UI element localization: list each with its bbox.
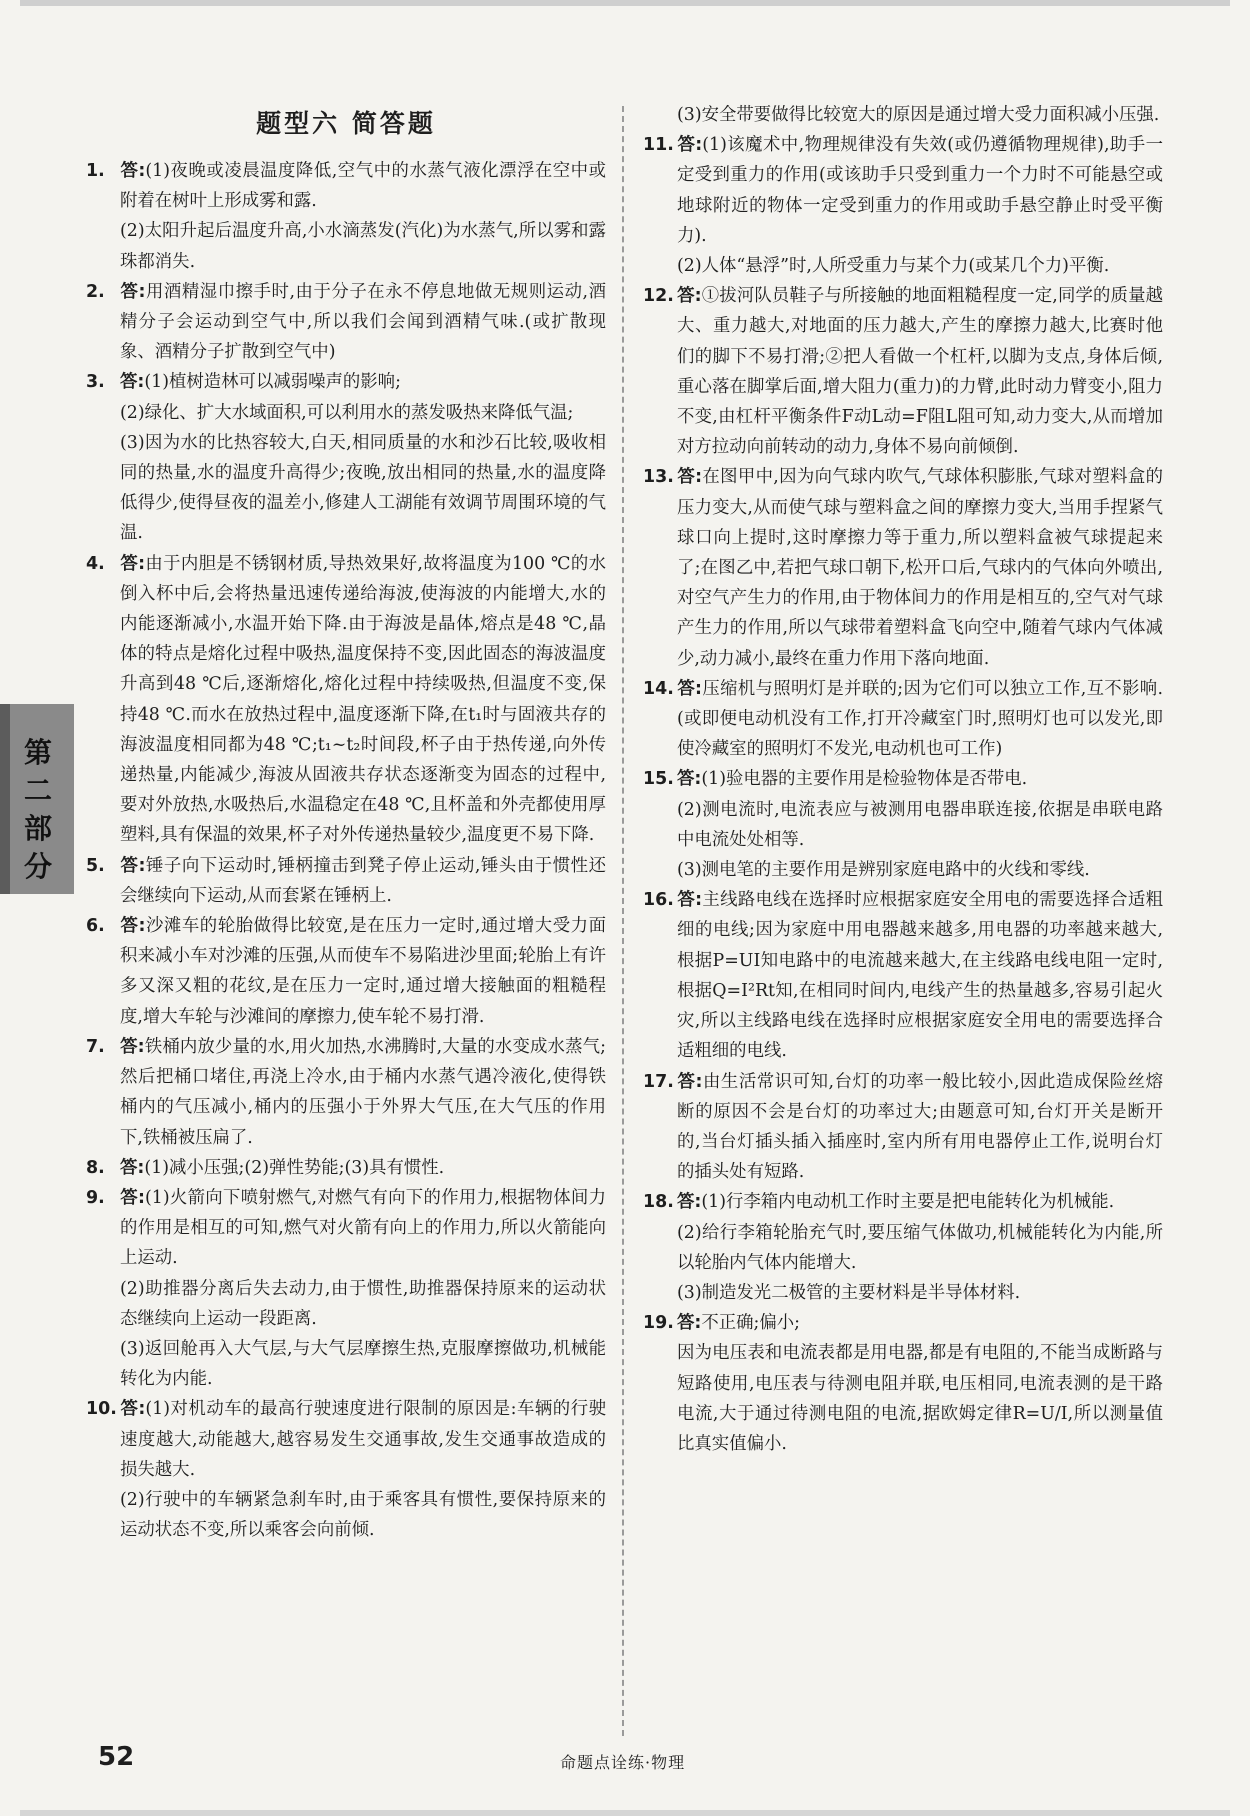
answer-label: 答: xyxy=(677,1071,703,1092)
answer-text: (3)制造发光二极管的主要材料是半导体材料. xyxy=(677,1282,1021,1303)
answer-text: 不正确;偏小; xyxy=(701,1313,801,1334)
answer-label: 答: xyxy=(120,1157,145,1178)
answer-first-line xyxy=(86,1394,606,1485)
answer-item xyxy=(643,1308,1163,1459)
answer-item xyxy=(643,764,1163,885)
question-number: 18. xyxy=(643,1192,674,1213)
page-number: 52 xyxy=(98,1742,135,1772)
continued-answer-text: (3)安全带要做得比较宽大的原因是通过增大受力面积减小压强. xyxy=(677,105,1160,125)
question-number: 16. xyxy=(643,890,674,911)
answer-text: (3)测电笔的主要作用是辨别家庭电路中的火线和零线. xyxy=(677,860,1090,881)
answer-text: ①拔河队员鞋子与所接触的地面粗糙程度一定,同学的质量越大、重力越大,对地面的压力越大,产生的摩擦力越大,比赛时他们的脚下不易打滑;②把人看做一个杠杆,以脚为支点,身体后倾,重心落在脚掌后面,增大阻力(重力)的力臂,此时动力臂变小,阻力不变,由杠杆平衡条件F动L动=F阻L阻可知,动力变大,从而增加对方拉动向前转动的动力,身体不易向前倾倒. xyxy=(677,286,1163,458)
answer-label: 答: xyxy=(120,372,145,393)
answer-first-line xyxy=(643,130,1163,251)
answer-first-line xyxy=(643,281,1163,462)
answer-text: 主线路电线在选择时应根据家庭安全用电的需要选择合适粗细的电线;因为家庭中用电器越来越多,用电器的功率越来越大,根据P=UI知电路中的电流越来越大,在主线路电线电阻一定时,根据Q=I²Rt知,在相同时间内,电线产生的热量越多,容易引起火灾,所以主线路电线在选择时应根据家庭安全用电的需要选择合适粗细的电线. xyxy=(677,890,1163,1062)
answer-label: 答: xyxy=(120,161,146,181)
answer-text: (1)减小压强;(2)弹性势能;(3)具有惯性. xyxy=(144,1157,445,1178)
answer-text: (2)助推器分离后失去动力,由于惯性,助推器保持原来的运动状态继续向上运动一段距离. xyxy=(120,1278,606,1329)
answer-item xyxy=(86,1153,606,1183)
answer-first-line xyxy=(86,911,606,1032)
question-number: 15. xyxy=(643,769,674,790)
left-answer-list xyxy=(86,156,606,1545)
answer-text: 由于内胆是不锈钢材质,导热效果好,故将温度为100 ℃的水倒入杯中后,会将热量迅速传递给海波,使海波的内能增大,水的内能逐渐减小,水温开始下降.由于海波是晶体,熔点是48 ℃,晶体的特点是熔化过程中吸热,温度保持不变,因此固态的海波温度升高到48 ℃后,逐渐熔化,熔化过程中持续吸热,但温度不变,保持48 ℃.而水在放热过程中,温度逐渐下降,在t₁时与固液共存的海波温度相同都为48 ℃;t₁~t₂时间段,杯子由于热传递,向外传递热量,内能减少,海波从固液共存状态逐渐变为固态的过程中,要对外放热,水吸热后,水温稳定在48 ℃,且杯盖和外壳都使用厚塑料,具有保温的效果,杯子对外传递热量较少,温度更不易下降. xyxy=(120,553,606,846)
answer-first-line xyxy=(643,674,1163,765)
answer-text: (2)人体“悬浮”时,人所受重力与某个力(或某几个力)平衡. xyxy=(677,256,1110,277)
answer-first-line xyxy=(643,885,1163,1066)
answer-label: 答: xyxy=(120,553,146,574)
question-number: 3. xyxy=(86,372,105,393)
side-tab-strip xyxy=(0,704,10,894)
answer-label: 答: xyxy=(677,467,703,488)
side-tab-char: 部 xyxy=(24,812,53,845)
question-number: 13. xyxy=(643,467,674,488)
question-number: 10. xyxy=(86,1399,117,1420)
answer-text: 在图甲中,因为向气球内吹气,气球体积膨胀,气球对塑料盒的压力变大,从而使气球与塑料盒之间的摩擦力变大,当用手捏紧气球口向上提时,这时摩擦力等于重力,所以塑料盒被气球提起来了;在图乙中,若把气球口朝下,松开口后,气球内的气体向外喷出,对空气产生力的作用,由于物体间力的作用是相互的,空气对气球产生力的作用,所以气球带着塑料盒飞向空中,随着气球内气体减少,动力减小,最终在重力作用下落向地面. xyxy=(677,467,1163,669)
answer-text: (2)给行李箱轮胎充气时,要压缩气体做功,机械能转化为内能,所以轮胎内气体内能增大. xyxy=(677,1222,1163,1273)
answer-item xyxy=(86,1394,606,1545)
answer-text: (2)太阳升起后温度升高,小水滴蒸发(汽化)为水蒸气,所以雾和露珠都消失. xyxy=(120,221,606,272)
answer-text: (1)夜晚或凌晨温度降低,空气中的水蒸气液化漂浮在空中或附着在树叶上形成雾和露. xyxy=(120,161,606,212)
answer-text: (2)绿化、扩大水域面积,可以利用水的蒸发吸热来降低气温; xyxy=(120,402,574,423)
answer-label: 答: xyxy=(120,1187,145,1208)
answer-first-line xyxy=(86,277,606,368)
answer-text: (3)返回舱再入大气层,与大气层摩擦生热,克服摩擦做功,机械能转化为内能. xyxy=(120,1338,606,1390)
answer-item xyxy=(643,130,1163,281)
answer-text: (1)植树造林可以减弱噪声的影响; xyxy=(144,372,401,393)
section-title: 题型六 简答题 xyxy=(256,109,436,138)
answer-first-line xyxy=(86,1183,606,1274)
answer-text: (1)行李箱内电动机工作时主要是把电能转化为机械能. xyxy=(701,1192,1115,1213)
answer-item xyxy=(643,281,1163,462)
answer-text: 因为电压表和电流表都是用电器,都是有电阻的,不能当成断路与短路使用,电压表与待测电阻并联,电压相同,电流表测的是干路电流,大于通过待测电阻的电流,据欧姆定律R=U/I,所以测量值比真实值偏小. xyxy=(677,1343,1163,1454)
answer-first-line xyxy=(86,367,606,397)
answer-item xyxy=(86,549,606,851)
answer-item xyxy=(86,851,606,911)
answer-label: 答: xyxy=(677,1192,702,1213)
question-number: 11. xyxy=(643,135,674,156)
answer-first-line xyxy=(643,764,1163,794)
answer-text: 用酒精湿巾擦手时,由于分子在永不停息地做无规则运动,酒精分子会运动到空气中,所以我们会闻到酒精气味.(或扩散现象、酒精分子扩散到空气中) xyxy=(120,281,606,363)
question-number: 8. xyxy=(86,1157,105,1178)
answer-item xyxy=(86,1032,606,1153)
answer-item xyxy=(643,462,1163,673)
side-tab-char: 二 xyxy=(24,774,53,807)
footer-text: 命题点诠练·物理 xyxy=(560,1753,686,1772)
answer-label: 答: xyxy=(677,1313,702,1334)
answer-text: (2)行驶中的车辆紧急刹车时,由于乘客具有惯性,要保持原来的运动状态不变,所以乘客会向前倾. xyxy=(120,1489,606,1541)
question-number: 7. xyxy=(86,1036,105,1057)
answer-text: 由生活常识可知,台灯的功率一般比较小,因此造成保险丝熔断的原因不会是台灯的功率过大;由题意可知,台灯开关是断开的,当台灯插头插入插座时,室内所有用电器停止工作,说明台灯的插头处有短路. xyxy=(677,1071,1163,1183)
answer-label: 答: xyxy=(120,281,146,302)
question-number: 9. xyxy=(86,1187,105,1208)
question-number: 17. xyxy=(643,1071,674,1092)
answer-label: 答: xyxy=(677,769,702,790)
answer-text: 铁桶内放少量的水,用火加热,水沸腾时,大量的水变成水蒸气;然后把桶口堵住,再浇上冷水,由于桶内水蒸气遇冷液化,使得铁桶内的气压减小,桶内的压强小于外界大气压,在大气压的作用下,铁桶被压扁了. xyxy=(120,1036,606,1148)
side-tab-label xyxy=(24,734,52,886)
answer-text: 沙滩车的轮胎做得比较宽,是在压力一定时,通过增大受力面积来减小车对沙滩的压强,从而使车不易陷进沙里面;轮胎上有许多又深又粗的花纹,是在压力一定时,通过增大接触面的粗糙程度,增大车轮与沙滩间的摩擦力,使车轮不易打滑. xyxy=(120,916,606,1027)
side-tab-char: 分 xyxy=(24,850,53,883)
right-column xyxy=(643,100,1163,1459)
answer-text: (2)测电流时,电流表应与被测用电器串联连接,依据是串联电路中电流处处相等. xyxy=(677,799,1163,850)
answer-first-line xyxy=(86,851,606,911)
answer-first-line xyxy=(86,549,606,851)
answer-item xyxy=(643,1187,1163,1308)
answer-label: 答: xyxy=(677,286,702,307)
answer-item xyxy=(86,277,606,368)
answer-label: 答: xyxy=(120,916,146,937)
right-answer-list xyxy=(643,130,1163,1459)
bottom-border xyxy=(20,1810,1230,1816)
answer-first-line xyxy=(86,1153,606,1183)
continued-answer xyxy=(643,100,1163,130)
answer-text: (1)该魔术中,物理规律没有失效(或仍遵循物理规律),助手一定受到重力的作用(或该助手只受到重力一个力时不可能悬空或地球附近的物体一定受到重力的作用或助手悬空静止时受平衡力). xyxy=(677,135,1163,246)
answer-text: 锤子向下运动时,锤柄撞击到凳子停止运动,锤头由于惯性还会继续向下运动,从而套紧在锤柄上. xyxy=(120,855,606,906)
answer-item xyxy=(86,1183,606,1394)
left-column xyxy=(86,100,606,1545)
answer-label: 答: xyxy=(677,678,703,699)
section-side-tab xyxy=(0,704,74,894)
answer-first-line xyxy=(643,1308,1163,1338)
answer-text: 压缩机与照明灯是并联的;因为它们可以独立工作,互不影响.(或即便电动机没有工作,打开冷藏室门时,照明灯也可以发光,即使冷藏室的照明灯不发光,电动机也可工作) xyxy=(677,678,1163,760)
answer-first-line xyxy=(643,462,1163,673)
answer-item xyxy=(86,367,606,548)
top-border xyxy=(20,0,1230,6)
column-divider xyxy=(622,106,624,1736)
answer-item xyxy=(86,156,606,277)
answer-label: 答: xyxy=(120,1399,146,1420)
answer-label: 答: xyxy=(677,890,703,911)
answer-first-line xyxy=(643,1067,1163,1188)
question-number: 5. xyxy=(86,855,105,876)
side-tab-char: 第 xyxy=(24,736,53,769)
answer-text: (1)火箭向下喷射燃气,对燃气有向下的作用力,根据物体间力的作用是相互的可知,燃气对火箭有向上的作用力,所以火箭能向上运动. xyxy=(120,1187,606,1269)
question-number: 14. xyxy=(643,678,674,699)
answer-text: (1)验电器的主要作用是检验物体是否带电. xyxy=(701,769,1028,790)
question-number: 4. xyxy=(86,553,105,574)
question-number: 6. xyxy=(86,916,105,937)
answer-label: 答: xyxy=(120,1036,145,1057)
answer-text: (3)因为水的比热容较大,白天,相同质量的水和沙石比较,吸收相同的热量,水的温度升高得少;夜晚,放出相同的热量,水的温度降低得少,使得昼夜的温差小,修建人工湖能有效调节周围环境的气温. xyxy=(120,432,606,544)
answer-item xyxy=(643,674,1163,765)
answer-item xyxy=(643,885,1163,1066)
question-number: 12. xyxy=(643,286,674,307)
answer-first-line xyxy=(86,156,606,216)
answer-text: (1)对机动车的最高行驶速度进行限制的原因是:车辆的行驶速度越大,动能越大,越容易发生交通事故,发生交通事故造成的损失越大. xyxy=(120,1399,606,1480)
answer-label: 答: xyxy=(120,855,146,876)
answer-first-line xyxy=(86,1032,606,1153)
question-number: 19. xyxy=(643,1313,674,1334)
answer-item xyxy=(643,1067,1163,1188)
answer-label: 答: xyxy=(677,135,703,156)
answer-first-line xyxy=(643,1187,1163,1217)
answer-item xyxy=(86,911,606,1032)
question-number: 1. xyxy=(86,161,105,181)
question-number: 2. xyxy=(86,281,105,302)
